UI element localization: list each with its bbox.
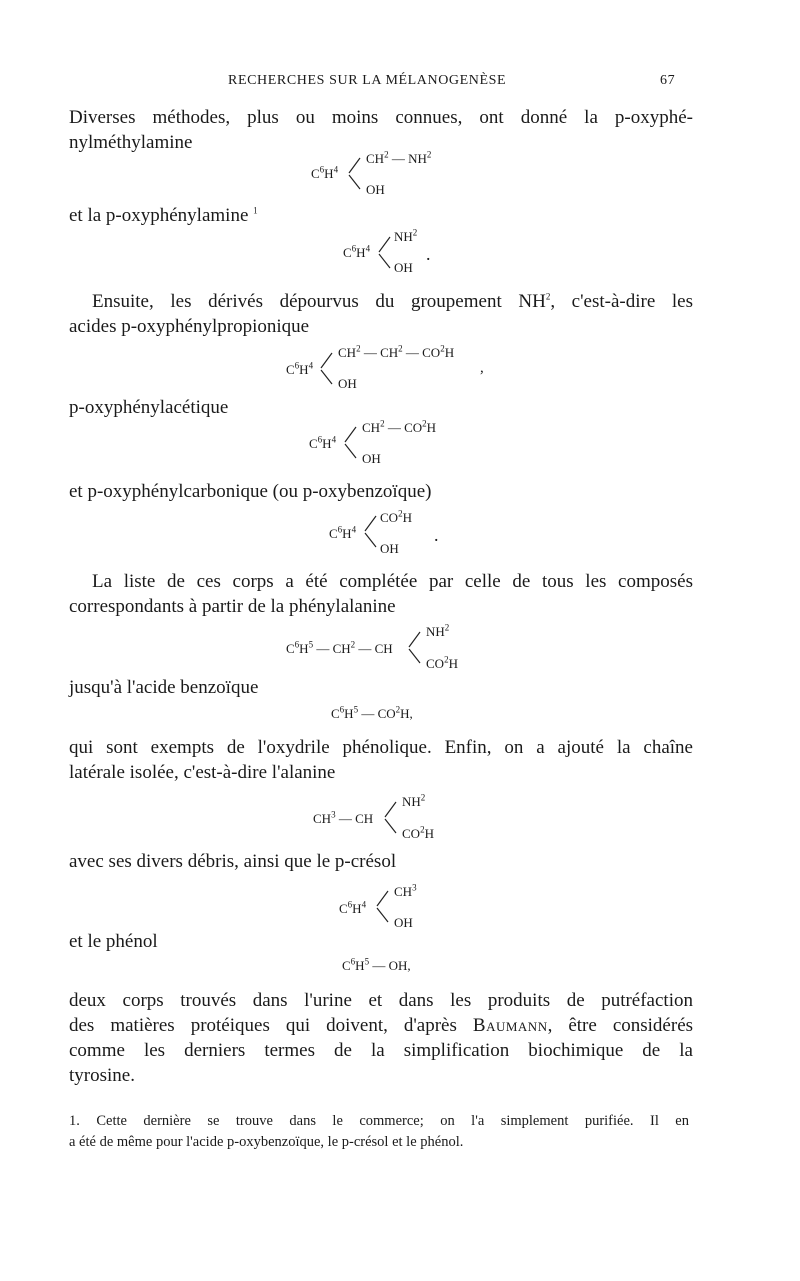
paragraph-line: comme les derniers termes de la simplification biochimique de la [69, 1040, 693, 1061]
paragraph-line: jusqu'à l'acide benzoïque [69, 677, 259, 698]
bond-bracket [382, 800, 398, 836]
formula-bottom: OH [366, 182, 385, 197]
paragraph-line: Diverses méthodes, plus ou moins connues, ont donné la p-oxyphé- [69, 107, 693, 128]
paragraph-line: des matières protéiques qui doivent, d'après Baumann, être considérés [69, 1015, 694, 1036]
formula-base: $C^6H^4$ [339, 899, 367, 916]
formula-bottom: OH [362, 451, 381, 466]
bond-bracket [318, 351, 334, 387]
formula-base: $C^6H^5$ — $CH^2$ — CH [286, 639, 393, 656]
formula-bottom: OH [380, 541, 399, 556]
paragraph-line: qui sont exempts de l'oxydrile phénolique. Enfin, on a ajouté la chaîne [69, 737, 693, 758]
formula-top: $CO^2H$ [380, 508, 412, 525]
formula-bottom: OH [338, 376, 357, 391]
formula-bottom: OH [394, 260, 413, 275]
formula-top: $NH^2$ [402, 792, 426, 809]
paragraph-line: p-oxyphénylacétique [69, 397, 229, 418]
formula-dot: . [426, 244, 431, 264]
paragraph-line: et le phénol [69, 931, 158, 952]
formula-comma: , [480, 360, 484, 376]
paragraph-line: tyrosine. [69, 1065, 135, 1086]
paragraph-line: deux corps trouvés dans l'urine et dans les produits de putréfaction [69, 990, 693, 1011]
formula-base: $CH^3$ — CH [313, 809, 374, 826]
paragraph-line: nylméthylamine [69, 132, 193, 153]
bond-bracket [342, 425, 358, 461]
bond-bracket [406, 630, 422, 666]
running-title: RECHERCHES SUR LA MÉLANOGENÈSE [228, 73, 507, 88]
bond-bracket [346, 156, 362, 192]
footnote-line: 1. Cette dernière se trouve dans le commerce; on l'a simplement purifiée. Il en [69, 1113, 689, 1129]
formula-top: $CH^2$ — $CO^2H$ [362, 418, 437, 435]
formula-inline: $C^6H^5$ — $CO^2H$, [331, 704, 413, 721]
paragraph-line: et p-oxyphénylcarbonique (ou p-oxybenzoïque) [69, 481, 432, 502]
paragraph-line: latérale isolée, c'est-à-dire l'alanine [69, 762, 336, 783]
paragraph-line: et la p-oxyphénylamine $^1$ [69, 205, 258, 226]
formula-top: $NH^2$ [426, 622, 450, 639]
paragraph-line: acides p-oxyphénylpropionique [69, 316, 310, 337]
formula-top: $NH^2$ [394, 227, 418, 244]
formula-base: $C^6H^4$ [311, 164, 339, 181]
footnote-line: a été de même pour l'acide p-oxybenzoïque, le p-crésol et le phénol. [69, 1134, 464, 1150]
formula-inline: $C^6H^5$ — OH, [342, 956, 411, 973]
formula-dot: . [434, 525, 439, 545]
author-name: Baumann [472, 1015, 548, 1036]
bond-bracket [362, 514, 378, 550]
bond-bracket [376, 235, 392, 271]
paragraph-line: correspondants à partir de la phénylalanine [69, 596, 396, 617]
paragraph-line: La liste de ces corps a été complétée par celle de tous les composés [92, 571, 693, 592]
formula-bottom: OH [394, 915, 413, 930]
formula-top: $CH^2$ — $CH^2$ — $CO^2H$ [338, 343, 455, 360]
formula-base: $C^6H^4$ [343, 243, 371, 260]
formula-base: $C^6H^4$ [309, 434, 337, 451]
formula-base: $C^6H^4$ [286, 360, 314, 377]
formula-bottom: $CO^2H$ [426, 654, 458, 671]
formula-top: $CH^3$ [394, 882, 417, 899]
formula-bottom: $CO^2H$ [402, 824, 434, 841]
bond-bracket [374, 889, 390, 925]
footnote-ref: 1 [253, 205, 258, 216]
paragraph-line: avec ses divers débris, ainsi que le p-crésol [69, 851, 397, 872]
page-number: 67 [660, 73, 676, 88]
paragraph-line: Ensuite, les dérivés dépourvus du groupement $NH^2$, c'est-à-dire les [92, 291, 694, 312]
formula-top: $CH^2$ — $NH^2$ [366, 149, 432, 166]
formula-base: $C^6H^4$ [329, 524, 357, 541]
